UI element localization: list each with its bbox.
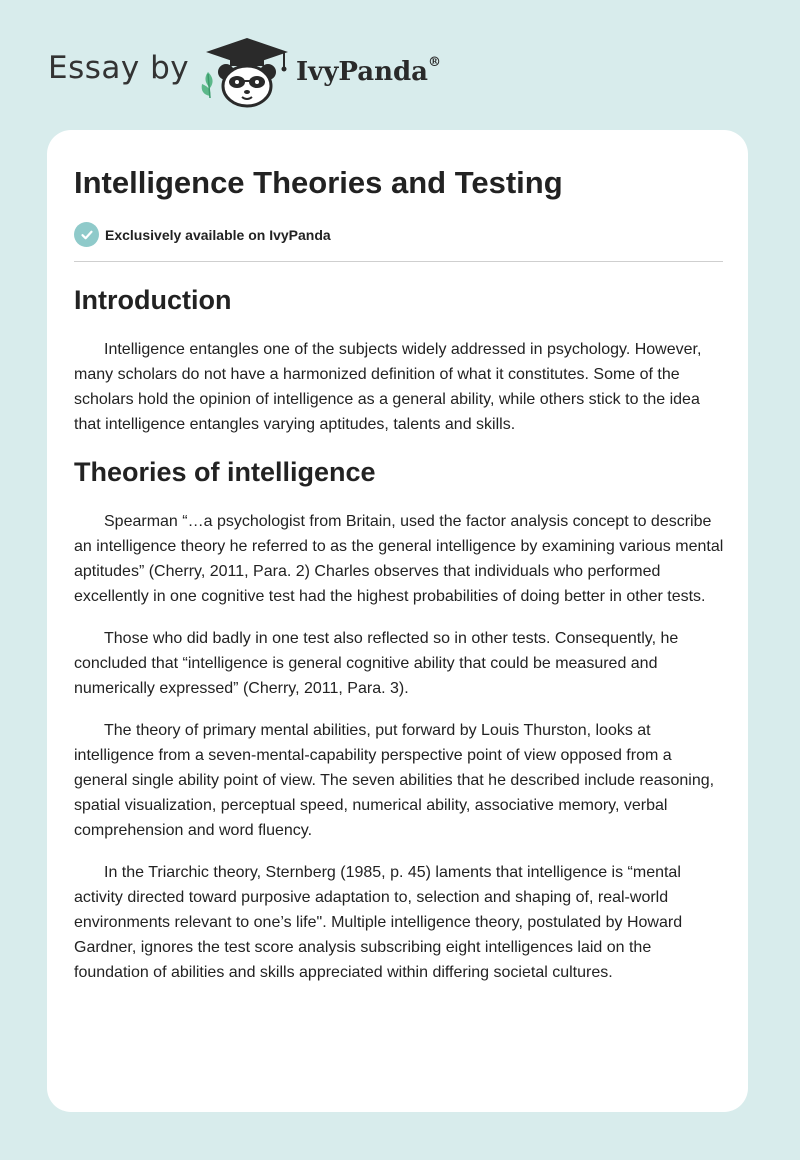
paragraph: Spearman “…a psychologist from Britain, used the factor analysis concept to describe an intelligence theory he referred to as the general intelligence by examining various mental aptitudes” (Cherry, 2011, Para. 2) Charles observes that individuals who performed excellently in one cognitive test had the highest probabilities of doing better in other tests. [74, 513, 724, 605]
brand-name: IvyPanda® [296, 55, 442, 87]
site-header [0, 0, 800, 130]
paragraph: Those who did badly in one test also reflected so in other tests. Consequently, he concluded that “intelligence is general cognitive ability that could be measured and numerically expressed” (Cherry, 2011, Para. 3). [74, 630, 679, 697]
panda-graduate-icon [200, 36, 294, 108]
check-icon [74, 222, 99, 247]
article-body [74, 282, 726, 985]
exclusive-badge-label: Exclusively available on IvyPanda [105, 226, 331, 243]
divider [74, 261, 723, 262]
paragraph: In the Triarchic theory, Sternberg (1985, p. 45) laments that intelligence is “mental activity directed toward purposive adaptation to, selection and shaping of, real-world environments relevant to one’s life". Multiple intelligence theory, postulated by Howard Gardner, ignores the test score analysis subscribing eight intelligences laid on the foundation of abilities and skills appreciated within differing societal cultures. [74, 864, 683, 981]
paragraph: The theory of primary mental abilities, put forward by Louis Thurston, looks at intelligence from a seven-mental-capability perspective point of view opposed from a general single ability point of view. The seven abilities that he described include reasoning, spatial visualization, perceptual speed, numerical ability, associative memory, verbal comprehension and word fluency. [74, 722, 715, 839]
page-title: Intelligence Theories and Testing [74, 165, 563, 200]
essay-card [47, 130, 748, 1112]
section-heading-theories: Theories of intelligence [74, 457, 376, 487]
section-heading-introduction: Introduction [74, 285, 232, 315]
paragraph: Intelligence entangles one of the subjects widely addressed in psychology. However, many scholars do not have a harmonized definition of what it constitutes. Some of the scholars hold the opinion of intelligence as a general ability, while others stick to the idea that intelligence entangles varying aptitudes, talents and skills. [74, 341, 702, 433]
essay-by-label: Essay by [48, 50, 190, 86]
exclusive-badge [74, 222, 331, 247]
